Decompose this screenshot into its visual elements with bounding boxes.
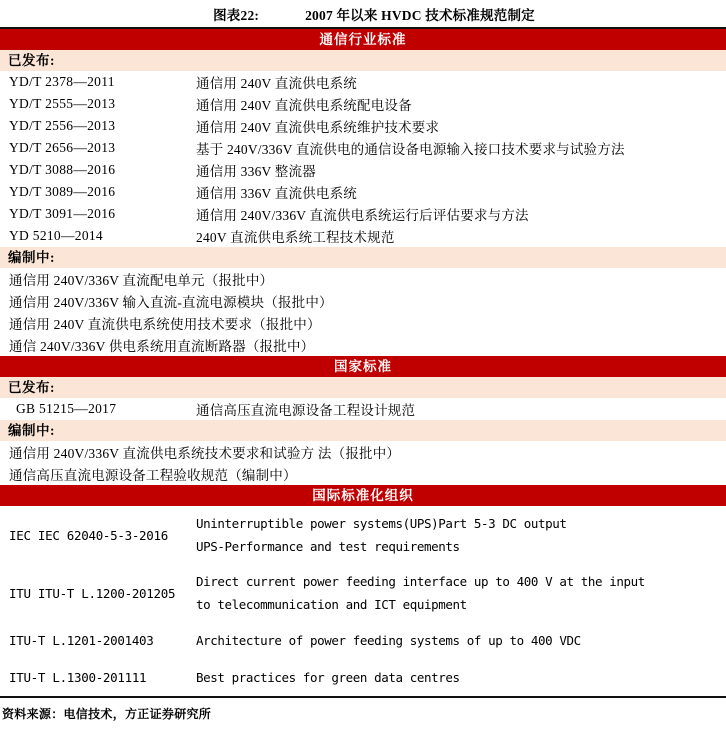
standard-desc [196,570,726,616]
standard-desc-line: UPS-Performance and test requirements [196,539,460,554]
table-row [0,203,726,225]
group-label-industry-drafting: 编制中: [0,247,726,268]
standard-code: YD/T 2656—2013 [9,140,116,155]
standard-desc-line: Direct current power feeding interface up to 400 V at the input [196,574,645,589]
table-row: 通信高压直流电源设备工程验收规范（编制中） [9,468,297,483]
standard-code: YD/T 3089—2016 [9,184,116,199]
standard-code: YD/T 2556—2013 [9,118,116,133]
table-row: 通信用 240V 直流供电系统使用技术要求（报批中） [9,317,321,332]
standard-code: GB 51215—2017 [16,401,117,416]
figure-title: 2007 年以来 HVDC 技术标准规范制定 [305,7,535,23]
standard-desc-line: to telecommunication and ICT equipment [196,597,467,612]
source-note: 资料来源：电信技术，方正证券研究所 [2,706,212,721]
table-row [0,564,726,622]
table-row [0,71,726,93]
standard-desc [196,512,726,558]
table-row: 通信用 240V/336V 直流配电单元（报批中） [9,273,274,288]
standard-desc: 通信用 336V 整流器 [196,164,316,179]
section-band-international: 国际标准化组织 [0,485,726,506]
standard-code: YD 5210—2014 [9,228,103,243]
section-band-national: 国家标准 [0,356,726,377]
figure-number: 图表22: [213,7,260,23]
standard-desc-line: Uninterruptible power systems(UPS)Part 5-3 DC output [196,516,567,531]
standard-desc: 通信用 240V 直流供电系统维护技术要求 [196,120,440,135]
group-label-national-drafting: 编制中: [0,420,726,441]
standard-desc-line: Architecture of power feeding systems of up to 400 VDC [196,633,581,648]
standard-desc [196,629,726,652]
standard-code: YD/T 3091—2016 [9,206,116,221]
table-row [0,622,726,659]
standard-desc: 240V 直流供电系统工程技术规范 [196,230,395,245]
table-row [0,115,726,137]
table-row [0,398,726,420]
standard-code: ITU-T L.1201-2001403 [9,633,154,648]
standard-desc-line: Best practices for green data centres [196,670,460,685]
standard-code: ITU-T L.1300-201111 [9,670,147,685]
standard-desc: 通信用 240V/336V 直流供电系统运行后评估要求与方法 [196,208,529,223]
standard-desc: 通信高压直流电源设备工程设计规范 [196,403,416,418]
standard-code: ITU ITU-T L.1200-201205 [9,585,176,601]
standard-code: YD/T 3088—2016 [9,162,116,177]
table-row [0,137,726,159]
table-row: 通信用 240V/336V 输入直流-直流电源模块（报批中） [9,295,333,310]
standard-desc: 基于 240V/336V 直流供电的通信设备电源输入接口技术要求与试验方法 [196,142,625,157]
standard-desc [196,666,726,689]
table-row [0,659,726,696]
table-row [0,225,726,247]
section-band-industry: 通信行业标准 [0,29,726,50]
standards-table [0,27,726,698]
figure-caption [0,0,726,27]
standard-desc: 通信用 240V 直流供电系统 [196,76,358,91]
table-row [0,93,726,115]
standard-code: IEC IEC 62040-5-3-2016 [9,527,168,543]
table-row: 通信用 240V/336V 直流供电系统技术要求和试验方 法（报批中） [9,446,401,461]
table-row: 通信 240V/336V 供电系统用直流断路器（报批中） [9,339,315,354]
standard-desc: 通信用 240V 直流供电系统配电设备 [196,98,412,113]
group-label-national-published: 已发布: [0,377,726,398]
table-row [0,506,726,564]
standard-desc: 通信用 336V 直流供电系统 [196,186,358,201]
group-label-industry-published: 已发布: [0,50,726,71]
standard-code: YD/T 2378—2011 [9,74,115,89]
table-row [0,181,726,203]
standard-code: YD/T 2555—2013 [9,96,116,111]
table-row [0,159,726,181]
